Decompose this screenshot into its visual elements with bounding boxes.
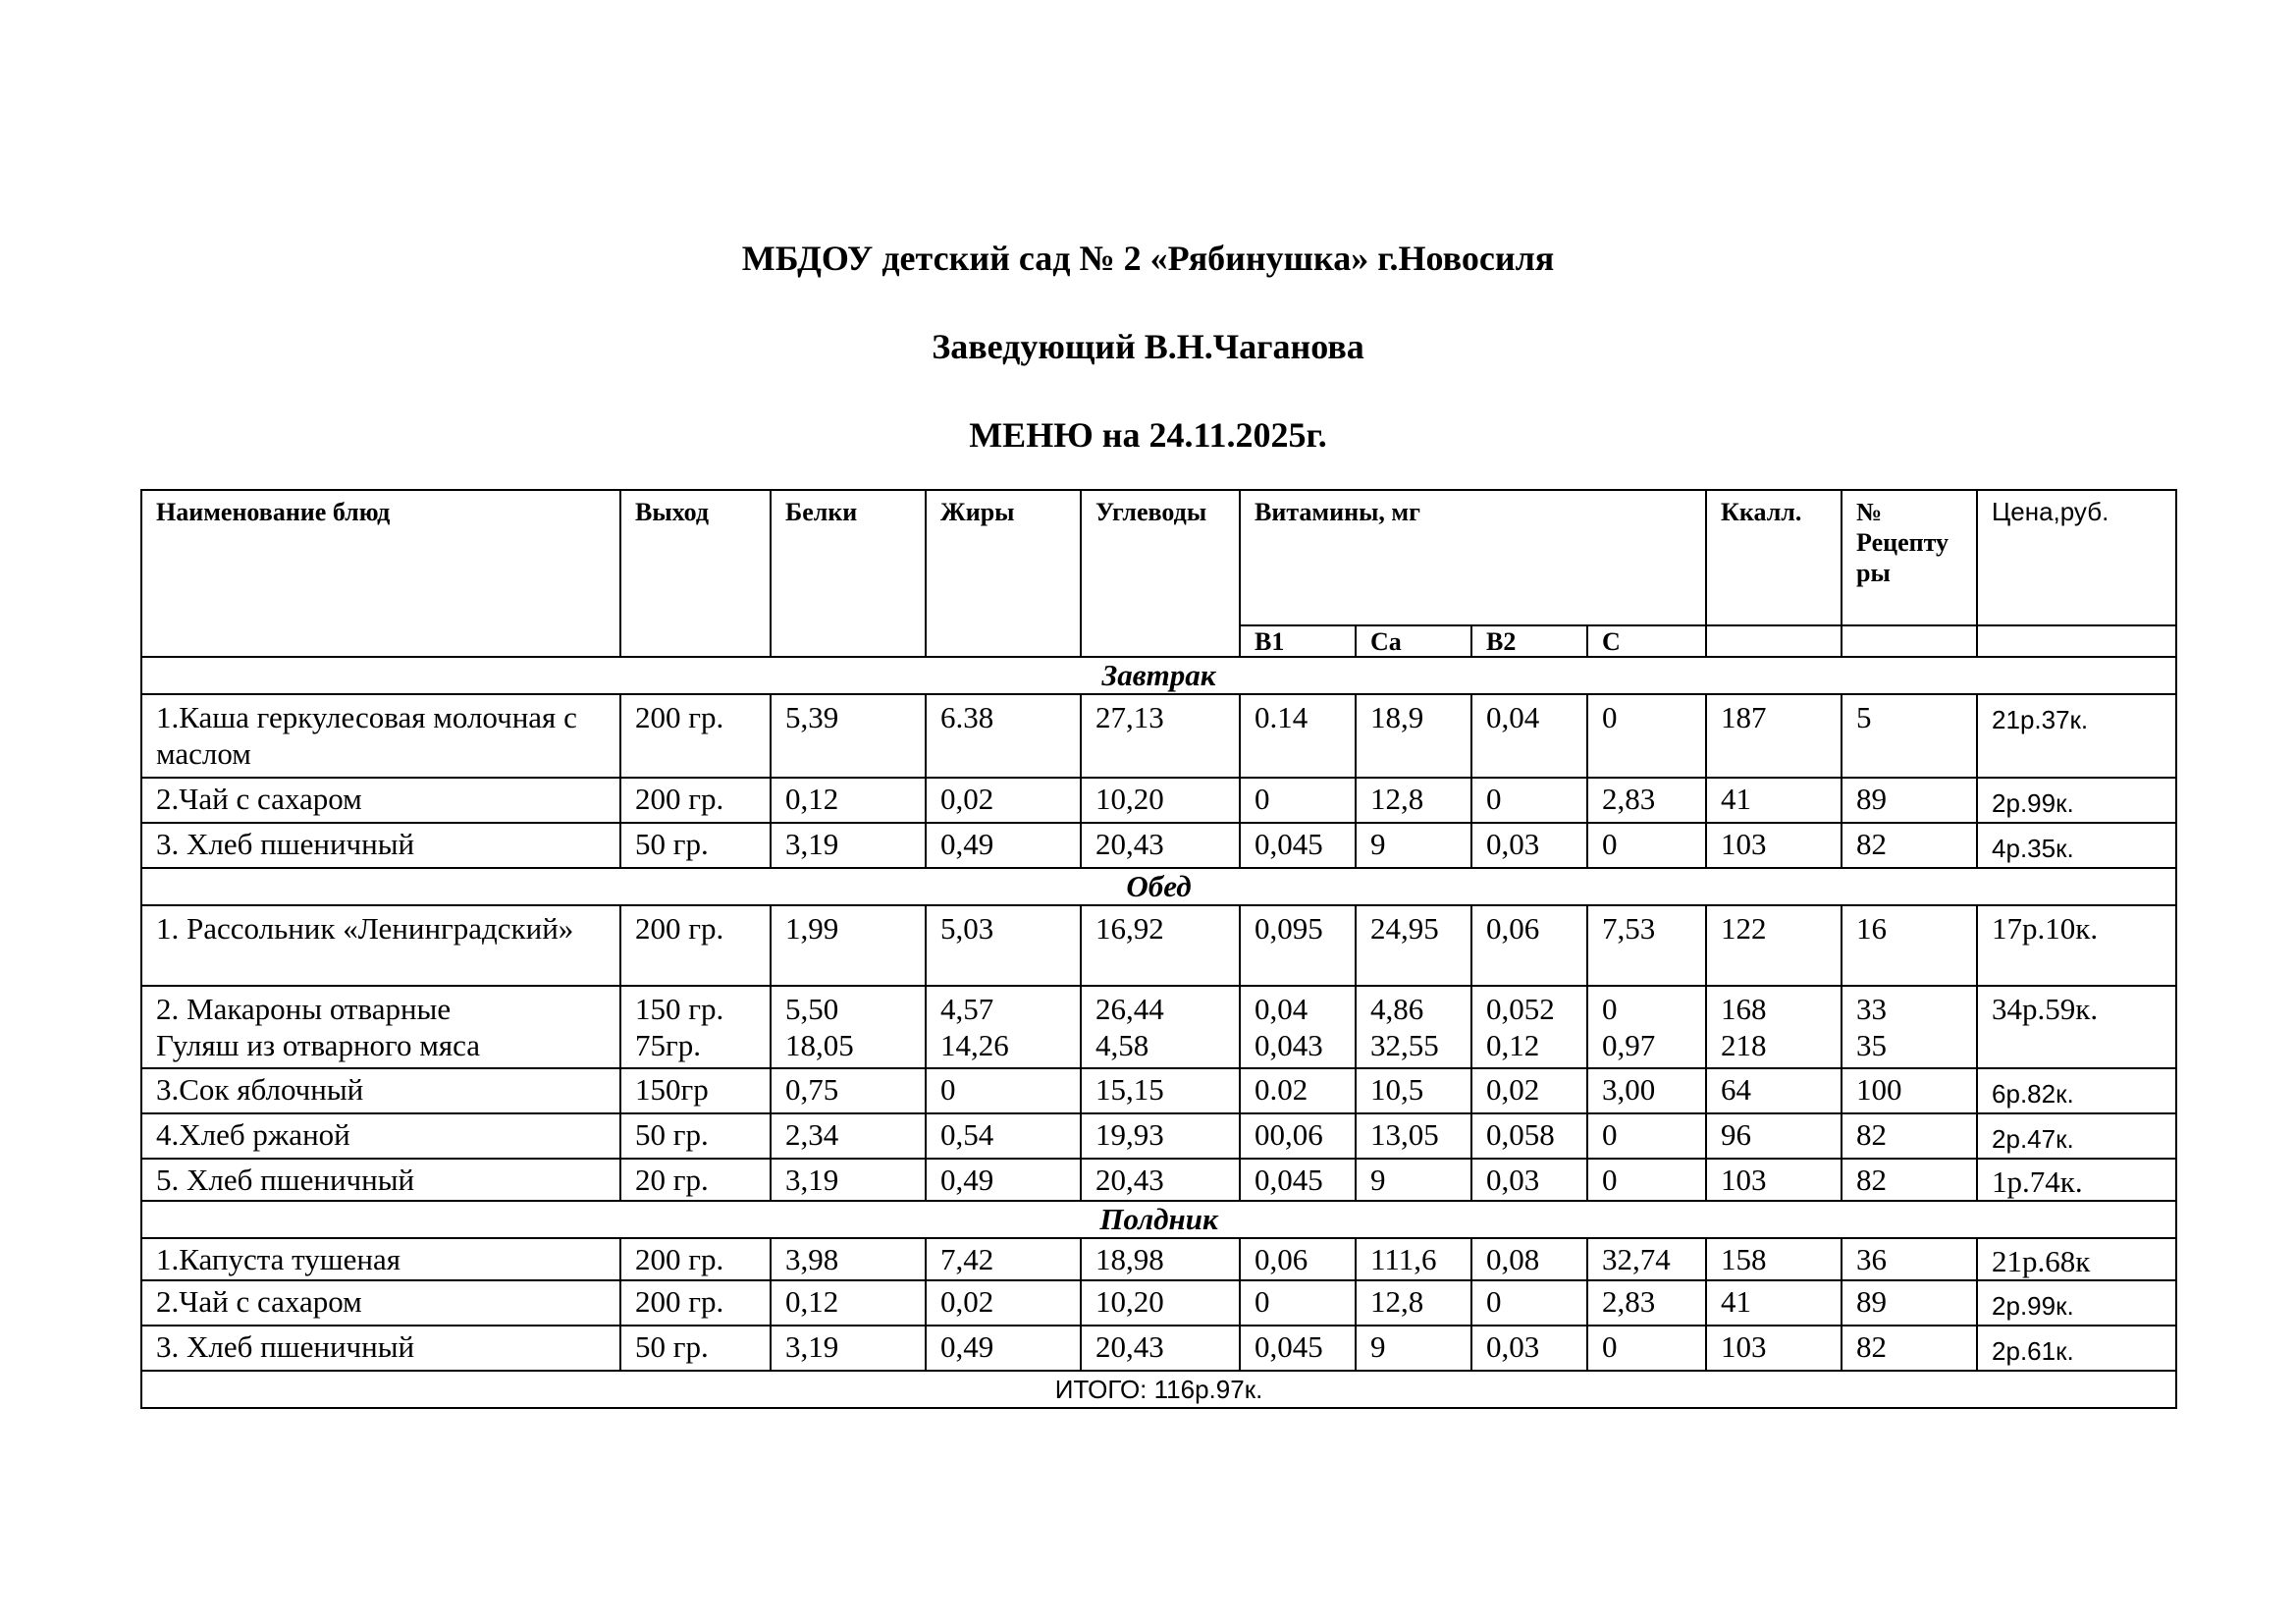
cell-fat: 7,42 bbox=[926, 1238, 1081, 1280]
cell-protein: 0,75 bbox=[771, 1068, 926, 1113]
cell-line: 4,57 bbox=[940, 992, 994, 1026]
cell-line: 168 bbox=[1721, 992, 1767, 1026]
cell-b1: 0,045 bbox=[1240, 823, 1356, 868]
table-row bbox=[141, 778, 2176, 823]
cell-line: 26,44 bbox=[1095, 992, 1164, 1026]
cell-carbs: 19,93 bbox=[1081, 1113, 1240, 1159]
cell-kcal: 41 bbox=[1706, 778, 1842, 823]
menu-title: МЕНЮ на 24.11.2025г. bbox=[969, 415, 1327, 455]
cell-c: 3,00 bbox=[1587, 1068, 1706, 1113]
cell-b1: 0,045 bbox=[1240, 1326, 1356, 1371]
section-title: Полдник bbox=[141, 1201, 2176, 1238]
table-row bbox=[141, 1280, 2176, 1326]
cell-price: 21р.37к. bbox=[1977, 694, 2176, 778]
cell-c: 0 bbox=[1587, 1326, 1706, 1371]
cell-output: 200 гр. bbox=[620, 694, 771, 778]
section-row bbox=[141, 1201, 2176, 1238]
cell-ca: 111,6 bbox=[1356, 1238, 1471, 1280]
col-header-b2: В2 bbox=[1471, 625, 1587, 657]
cell-line: 218 bbox=[1721, 1028, 1767, 1062]
cell-price: 6р.82к. bbox=[1977, 1068, 2176, 1113]
cell-price: 17р.10к. bbox=[1977, 905, 2176, 986]
cell-b1: 0,06 bbox=[1240, 1238, 1356, 1280]
cell-price: 4р.35к. bbox=[1977, 823, 2176, 868]
cell-line: 14,26 bbox=[940, 1028, 1009, 1062]
cell-kcal: 103 bbox=[1706, 1159, 1842, 1201]
cell-protein: 3,19 bbox=[771, 1326, 926, 1371]
cell-protein: 3,19 bbox=[771, 823, 926, 868]
cell-output: 200 гр. bbox=[620, 1238, 771, 1280]
cell-kcal: 103 bbox=[1706, 1326, 1842, 1371]
cell-line: 0,043 bbox=[1255, 1028, 1323, 1062]
cell-c: 7,53 bbox=[1587, 905, 1706, 986]
cell-kcal: 103 bbox=[1706, 823, 1842, 868]
cell-b2: 0,04 bbox=[1471, 694, 1587, 778]
cell-b2: 0,02 bbox=[1471, 1068, 1587, 1113]
cell-output: 200 гр. bbox=[620, 778, 771, 823]
col-header-protein: Белки bbox=[771, 490, 926, 657]
cell-b2: 0,06 bbox=[1471, 905, 1587, 986]
cell-price: 2р.47к. bbox=[1977, 1113, 2176, 1159]
cell-b1: 0.02 bbox=[1240, 1068, 1356, 1113]
col-header-b1: В1 bbox=[1240, 625, 1356, 657]
cell-fat: 0,49 bbox=[926, 823, 1081, 868]
cell-recipe: 82 bbox=[1842, 1159, 1977, 1201]
cell-line: 150 гр. bbox=[635, 992, 724, 1026]
cell-line: Гуляш из отварного мяса bbox=[156, 1028, 480, 1062]
table-row bbox=[141, 823, 2176, 868]
cell-c: 0 bbox=[1587, 823, 1706, 868]
cell-carbs: 20,43 bbox=[1081, 823, 1240, 868]
cell-c: 2,83 bbox=[1587, 778, 1706, 823]
cell-ca: 9 bbox=[1356, 823, 1471, 868]
cell-carbs: 10,20 bbox=[1081, 1280, 1240, 1326]
col-header-blank bbox=[1706, 625, 1842, 657]
cell-protein: 0,12 bbox=[771, 1280, 926, 1326]
cell-kcal bbox=[1706, 986, 1842, 1068]
cell-output: 50 гр. bbox=[620, 823, 771, 868]
cell-b2: 0 bbox=[1471, 778, 1587, 823]
table-row bbox=[141, 1068, 2176, 1113]
table-row bbox=[141, 905, 2176, 986]
col-header-recipe: № Рецепту ры bbox=[1842, 490, 1977, 625]
table-header-row bbox=[141, 490, 2176, 625]
cell-kcal: 96 bbox=[1706, 1113, 1842, 1159]
cell-b1: 0,095 bbox=[1240, 905, 1356, 986]
cell-recipe: 82 bbox=[1842, 1113, 1977, 1159]
col-header-name: Наименование блюд bbox=[141, 490, 620, 657]
cell-line: 0,052 bbox=[1486, 992, 1555, 1026]
cell-protein: 1,99 bbox=[771, 905, 926, 986]
col-header-blank bbox=[1842, 625, 1977, 657]
menu-body bbox=[141, 657, 2176, 1371]
table-row bbox=[141, 1326, 2176, 1371]
cell-kcal: 41 bbox=[1706, 1280, 1842, 1326]
cell-protein: 0,12 bbox=[771, 778, 926, 823]
col-header-price: Цена,руб. bbox=[1977, 490, 2176, 625]
cell-output bbox=[620, 986, 771, 1068]
cell-line: 0 bbox=[1602, 992, 1618, 1026]
cell-carbs: 18,98 bbox=[1081, 1238, 1240, 1280]
cell-b1: 0,045 bbox=[1240, 1159, 1356, 1201]
col-header-fat: Жиры bbox=[926, 490, 1081, 657]
cell-b2 bbox=[1471, 986, 1587, 1068]
cell-carbs: 16,92 bbox=[1081, 905, 1240, 986]
table-row bbox=[141, 986, 2176, 1068]
cell-carbs: 15,15 bbox=[1081, 1068, 1240, 1113]
cell-ca: 9 bbox=[1356, 1159, 1471, 1201]
cell-output: 200 гр. bbox=[620, 1280, 771, 1326]
col-header-c: С bbox=[1587, 625, 1706, 657]
cell-line: 18,05 bbox=[785, 1028, 854, 1062]
cell-name: 4.Хлеб ржаной bbox=[141, 1113, 620, 1159]
cell-output: 20 гр. bbox=[620, 1159, 771, 1201]
cell-carbs: 20,43 bbox=[1081, 1159, 1240, 1201]
cell-ca: 18,9 bbox=[1356, 694, 1471, 778]
cell-name: 2.Чай с сахаром bbox=[141, 1280, 620, 1326]
table-row bbox=[141, 1238, 2176, 1280]
table-row bbox=[141, 694, 2176, 778]
cell-price: 21р.68к bbox=[1977, 1238, 2176, 1280]
cell-protein: 5,39 bbox=[771, 694, 926, 778]
cell-b1 bbox=[1240, 986, 1356, 1068]
cell-line: 4,86 bbox=[1370, 992, 1424, 1026]
cell-protein bbox=[771, 986, 926, 1068]
cell-line: 33 bbox=[1856, 992, 1888, 1026]
table-row bbox=[141, 1159, 2176, 1201]
cell-name: 3. Хлеб пшеничный bbox=[141, 1326, 620, 1371]
cell-carbs: 20,43 bbox=[1081, 1326, 1240, 1371]
cell-kcal: 158 bbox=[1706, 1238, 1842, 1280]
cell-line: 4,58 bbox=[1095, 1028, 1149, 1062]
cell-line: 5,50 bbox=[785, 992, 839, 1026]
cell-line: 0,04 bbox=[1255, 992, 1308, 1026]
cell-recipe bbox=[1842, 986, 1977, 1068]
cell-recipe: 89 bbox=[1842, 1280, 1977, 1326]
cell-recipe: 100 bbox=[1842, 1068, 1977, 1113]
col-header-carbs: Углеводы bbox=[1081, 490, 1240, 657]
cell-protein: 3,19 bbox=[771, 1159, 926, 1201]
cell-recipe: 82 bbox=[1842, 1326, 1977, 1371]
cell-line: 0,12 bbox=[1486, 1028, 1540, 1062]
cell-name: 1. Рассольник «Ленинградский» bbox=[141, 905, 620, 986]
cell-fat: 5,03 bbox=[926, 905, 1081, 986]
cell-b2: 0,08 bbox=[1471, 1238, 1587, 1280]
director-line: Заведующий В.Н.Чаганова bbox=[932, 327, 1364, 366]
cell-fat: 0,02 bbox=[926, 1280, 1081, 1326]
col-header-blank bbox=[1977, 625, 2176, 657]
cell-carbs: 27,13 bbox=[1081, 694, 1240, 778]
cell-fat: 0 bbox=[926, 1068, 1081, 1113]
table-row bbox=[141, 1113, 2176, 1159]
cell-output: 50 гр. bbox=[620, 1113, 771, 1159]
cell-protein: 3,98 bbox=[771, 1238, 926, 1280]
cell-recipe: 89 bbox=[1842, 778, 1977, 823]
cell-price: 2р.99к. bbox=[1977, 778, 2176, 823]
cell-price: 2р.61к. bbox=[1977, 1326, 2176, 1371]
cell-name: 1.Каша геркулесовая молочная с маслом bbox=[141, 694, 620, 778]
cell-name bbox=[141, 986, 620, 1068]
cell-fat: 0,49 bbox=[926, 1159, 1081, 1201]
cell-name: 1.Капуста тушеная bbox=[141, 1238, 620, 1280]
cell-price: 1р.74к. bbox=[1977, 1159, 2176, 1201]
cell-price: 34р.59к. bbox=[1977, 986, 2176, 1068]
cell-b2: 0,03 bbox=[1471, 1159, 1587, 1201]
cell-ca: 12,8 bbox=[1356, 778, 1471, 823]
cell-ca: 24,95 bbox=[1356, 905, 1471, 986]
total-row bbox=[141, 1371, 2176, 1408]
cell-b2: 0 bbox=[1471, 1280, 1587, 1326]
total-cell: ИТОГО: 116р.97к. bbox=[141, 1371, 2176, 1408]
section-row bbox=[141, 657, 2176, 694]
cell-c: 0 bbox=[1587, 1113, 1706, 1159]
cell-fat: 0,54 bbox=[926, 1113, 1081, 1159]
section-row bbox=[141, 868, 2176, 905]
cell-ca: 13,05 bbox=[1356, 1113, 1471, 1159]
cell-line: 0,97 bbox=[1602, 1028, 1656, 1062]
cell-ca bbox=[1356, 986, 1471, 1068]
cell-line: 35 bbox=[1856, 1028, 1888, 1062]
cell-kcal: 122 bbox=[1706, 905, 1842, 986]
cell-c: 0 bbox=[1587, 1159, 1706, 1201]
cell-ca: 12,8 bbox=[1356, 1280, 1471, 1326]
document-header bbox=[0, 224, 2296, 489]
cell-line: 2. Макароны отварные bbox=[156, 992, 452, 1026]
cell-price: 2р.99к. bbox=[1977, 1280, 2176, 1326]
cell-b1: 0.14 bbox=[1240, 694, 1356, 778]
cell-b1: 00,06 bbox=[1240, 1113, 1356, 1159]
section-title: Завтрак bbox=[141, 657, 2176, 694]
cell-carbs bbox=[1081, 986, 1240, 1068]
section-title: Обед bbox=[141, 868, 2176, 905]
cell-b1: 0 bbox=[1240, 1280, 1356, 1326]
cell-ca: 10,5 bbox=[1356, 1068, 1471, 1113]
cell-recipe: 82 bbox=[1842, 823, 1977, 868]
cell-name: 3. Хлеб пшеничный bbox=[141, 823, 620, 868]
cell-kcal: 64 bbox=[1706, 1068, 1842, 1113]
cell-line: 75гр. bbox=[635, 1028, 701, 1062]
cell-name: 2.Чай с сахаром bbox=[141, 778, 620, 823]
menu-table bbox=[140, 489, 2177, 1409]
cell-fat: 6.38 bbox=[926, 694, 1081, 778]
cell-c bbox=[1587, 986, 1706, 1068]
cell-recipe: 36 bbox=[1842, 1238, 1977, 1280]
cell-fat: 0,49 bbox=[926, 1326, 1081, 1371]
cell-recipe: 5 bbox=[1842, 694, 1977, 778]
cell-kcal: 187 bbox=[1706, 694, 1842, 778]
cell-b2: 0,058 bbox=[1471, 1113, 1587, 1159]
cell-protein: 2,34 bbox=[771, 1113, 926, 1159]
col-header-vitamins: Витамины, мг bbox=[1240, 490, 1706, 625]
cell-output: 150гр bbox=[620, 1068, 771, 1113]
cell-carbs: 10,20 bbox=[1081, 778, 1240, 823]
cell-name: 5. Хлеб пшеничный bbox=[141, 1159, 620, 1201]
institution-title: МБДОУ детский сад № 2 «Рябинушка» г.Новосиля bbox=[741, 239, 1555, 278]
cell-recipe: 16 bbox=[1842, 905, 1977, 986]
cell-output: 200 гр. bbox=[620, 905, 771, 986]
col-header-kcal: Ккалл. bbox=[1706, 490, 1842, 625]
cell-fat bbox=[926, 986, 1081, 1068]
cell-ca: 9 bbox=[1356, 1326, 1471, 1371]
cell-b2: 0,03 bbox=[1471, 823, 1587, 868]
col-header-output: Выход bbox=[620, 490, 771, 657]
cell-c: 2,83 bbox=[1587, 1280, 1706, 1326]
cell-line: 32,55 bbox=[1370, 1028, 1439, 1062]
col-header-ca: Са bbox=[1356, 625, 1471, 657]
cell-name: 3.Сок яблочный bbox=[141, 1068, 620, 1113]
cell-c: 32,74 bbox=[1587, 1238, 1706, 1280]
cell-c: 0 bbox=[1587, 694, 1706, 778]
cell-fat: 0,02 bbox=[926, 778, 1081, 823]
cell-output: 50 гр. bbox=[620, 1326, 771, 1371]
cell-b2: 0,03 bbox=[1471, 1326, 1587, 1371]
cell-b1: 0 bbox=[1240, 778, 1356, 823]
